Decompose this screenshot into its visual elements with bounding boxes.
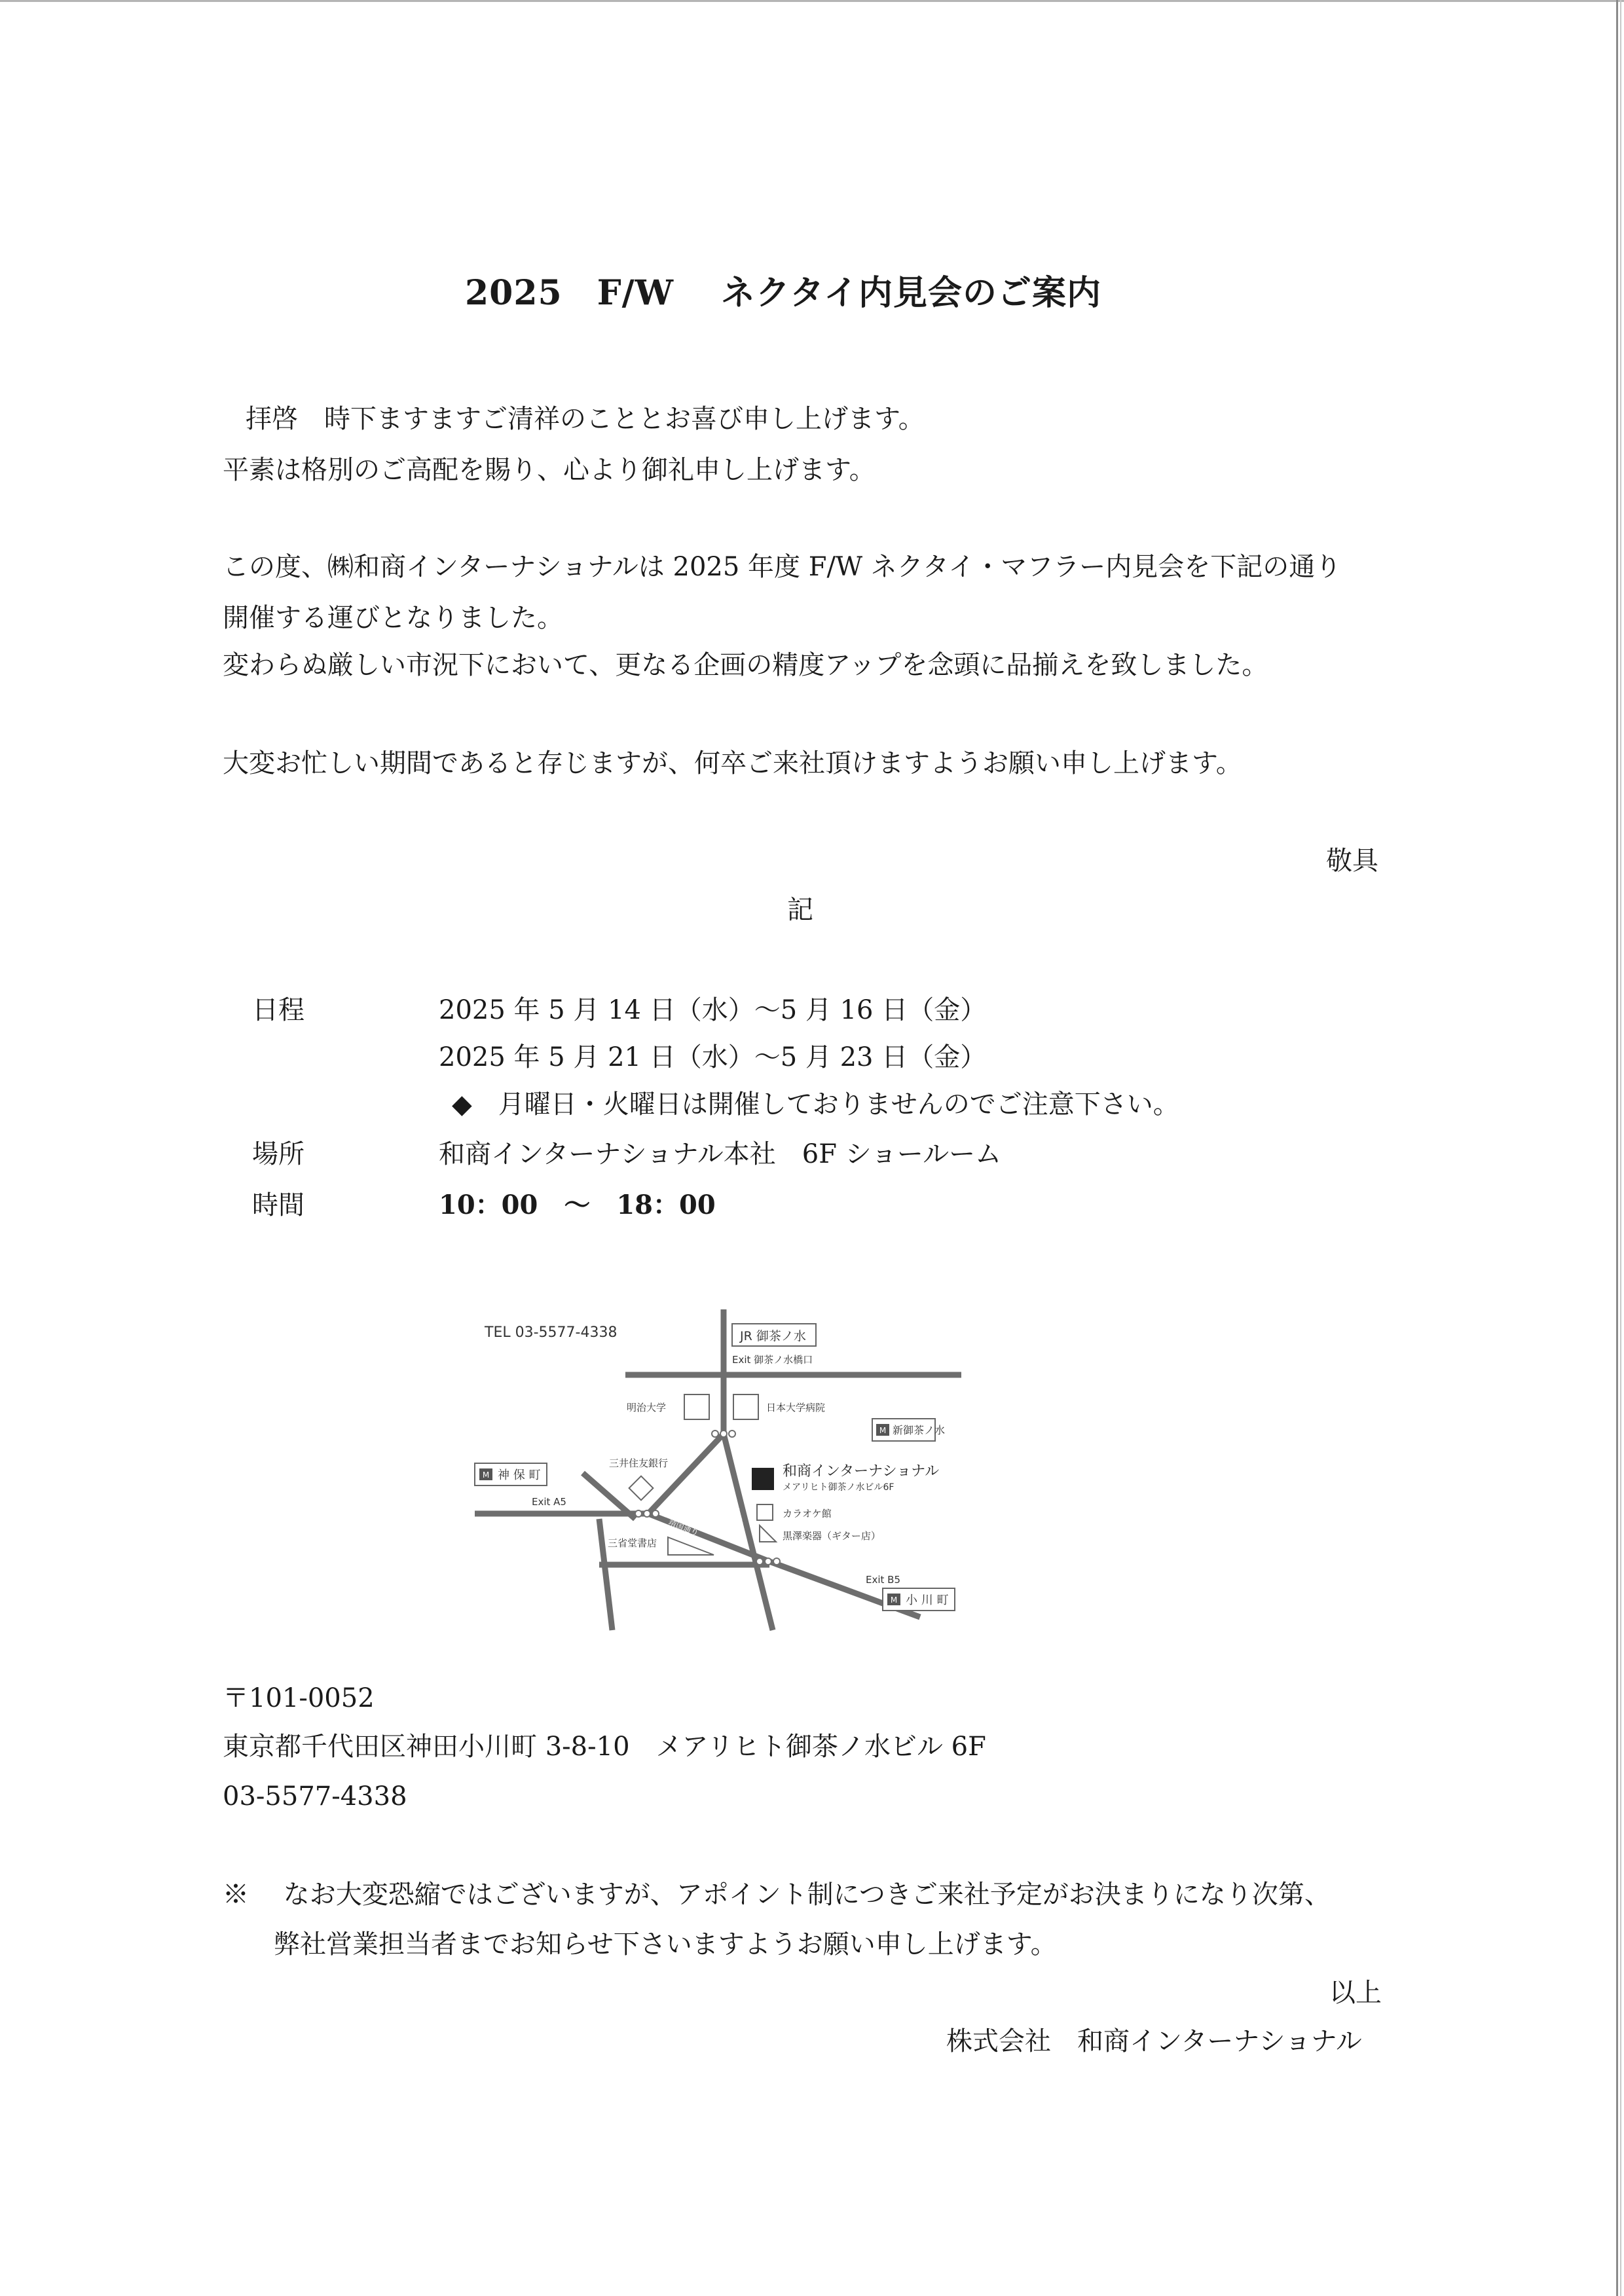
map-company: 和商インターナショナル xyxy=(783,1463,940,1480)
address-phone: 03-5577-4338 xyxy=(223,1781,407,1812)
place-label: 場所 xyxy=(252,1139,304,1169)
map-nihon: 日本大学病院 xyxy=(766,1402,826,1413)
scan-top-edge xyxy=(0,0,1624,2)
schedule-line-1: 2025 年 5 月 14 日（水）～5 月 16 日（金） xyxy=(439,995,987,1025)
metro-mark: M xyxy=(879,1426,887,1435)
karaoke-building xyxy=(757,1504,773,1520)
greeting-line-2: 平素は格別のご高配を賜り、心より御礼申し上げます。 xyxy=(223,455,876,485)
body-paragraph-2: 変わらぬ厳しい市況下において、更なる企画の精度アップを念頭に品揃えを致しました。 xyxy=(223,650,1268,680)
time-value: 10：00 ～ 18：00 xyxy=(439,1190,716,1220)
body-paragraph-1-line-1: この度、㈱和商インターナショナルは 2025 年度 F/W ネクタイ・マフラー内見会を下記の通り xyxy=(223,552,1342,582)
company-building xyxy=(752,1468,774,1490)
map-ogawamachi: 小 川 町 xyxy=(906,1594,949,1607)
map-building: メアリヒト御茶ノ水ビル6F xyxy=(783,1482,895,1493)
metro-mark: M xyxy=(482,1470,490,1480)
map-jr-exit: Exit 御茶ノ水橋口 xyxy=(732,1354,813,1366)
map-meiji: 明治大学 xyxy=(627,1402,667,1413)
notice-line-1: ※ なお大変恐縮ではございますが、アポイント制につきご来社予定がお決まりになり次第、 xyxy=(223,1880,1331,1910)
road-lower-left xyxy=(599,1519,612,1630)
map-jimbocho: 神 保 町 xyxy=(498,1468,541,1482)
greeting-line-1: 拝啓 時下ますますご清祥のこととお喜び申し上げます。 xyxy=(246,404,925,434)
company-signature: 株式会社 和商インターナショナル xyxy=(946,2026,1362,2056)
page-title: 2025 F/W ネクタイ内見会のご案内 xyxy=(465,273,1102,313)
map-karaoke: カラオケ館 xyxy=(783,1508,832,1520)
map-yasukuni-street: 靖国通り xyxy=(667,1517,700,1538)
scan-right-edge-shadow xyxy=(1620,0,1621,2296)
address-street: 東京都千代田区神田小川町 3-8-10 メアリヒト御茶ノ水ビル 6F xyxy=(223,1732,986,1762)
ki-heading: 記 xyxy=(787,895,813,925)
map-shin-ochanomizu: 新御茶ノ水 xyxy=(893,1424,946,1436)
smbc-building xyxy=(629,1476,654,1501)
body-paragraph-3: 大変お忙しい期間であると存じますが、何卒ご来社頂けますようお願い申し上げます。 xyxy=(223,748,1242,778)
place-value: 和商インターナショナル本社 6F ショールーム xyxy=(439,1139,1002,1169)
map-smbc: 三井住友銀行 xyxy=(609,1457,669,1469)
map-exit-b5: Exit B5 xyxy=(866,1574,901,1586)
notice-line-2: 弊社営業担当者までお知らせ下さいますようお願い申し上げます。 xyxy=(274,1929,1057,1959)
metro-mark: M xyxy=(890,1595,898,1605)
end-ijou: 以上 xyxy=(1329,1978,1382,2008)
road-diagonal xyxy=(648,1434,724,1514)
schedule-label: 日程 xyxy=(252,995,304,1025)
map-kurosawa: 黒澤楽器（ギター店） xyxy=(783,1530,881,1542)
map-exit-a5: Exit A5 xyxy=(532,1496,566,1508)
time-label: 時間 xyxy=(252,1190,304,1220)
map-tel: TEL 03-5577-4338 xyxy=(485,1324,618,1341)
map-sanseido: 三省堂書店 xyxy=(608,1537,657,1549)
schedule-note: ◆ 月曜日・火曜日は開催しておりませんのでご注意下さい。 xyxy=(452,1089,1179,1120)
address-postal: 〒101-0052 xyxy=(223,1683,375,1713)
schedule-line-2: 2025 年 5 月 21 日（水）～5 月 23 日（金） xyxy=(439,1042,987,1072)
nihon-hospital-building xyxy=(733,1394,758,1419)
meiji-university-building xyxy=(684,1394,709,1419)
map-jr-station: JR 御茶ノ水 xyxy=(740,1329,806,1343)
access-map xyxy=(471,1303,982,1643)
map-meidai-street: 明大通り xyxy=(728,1497,746,1531)
scan-right-edge xyxy=(1616,0,1618,2296)
body-paragraph-1-line-2: 開催する運びとなりました。 xyxy=(223,603,563,633)
closing-keigu: 敬具 xyxy=(1326,846,1378,876)
kurosawa-building xyxy=(760,1525,776,1542)
